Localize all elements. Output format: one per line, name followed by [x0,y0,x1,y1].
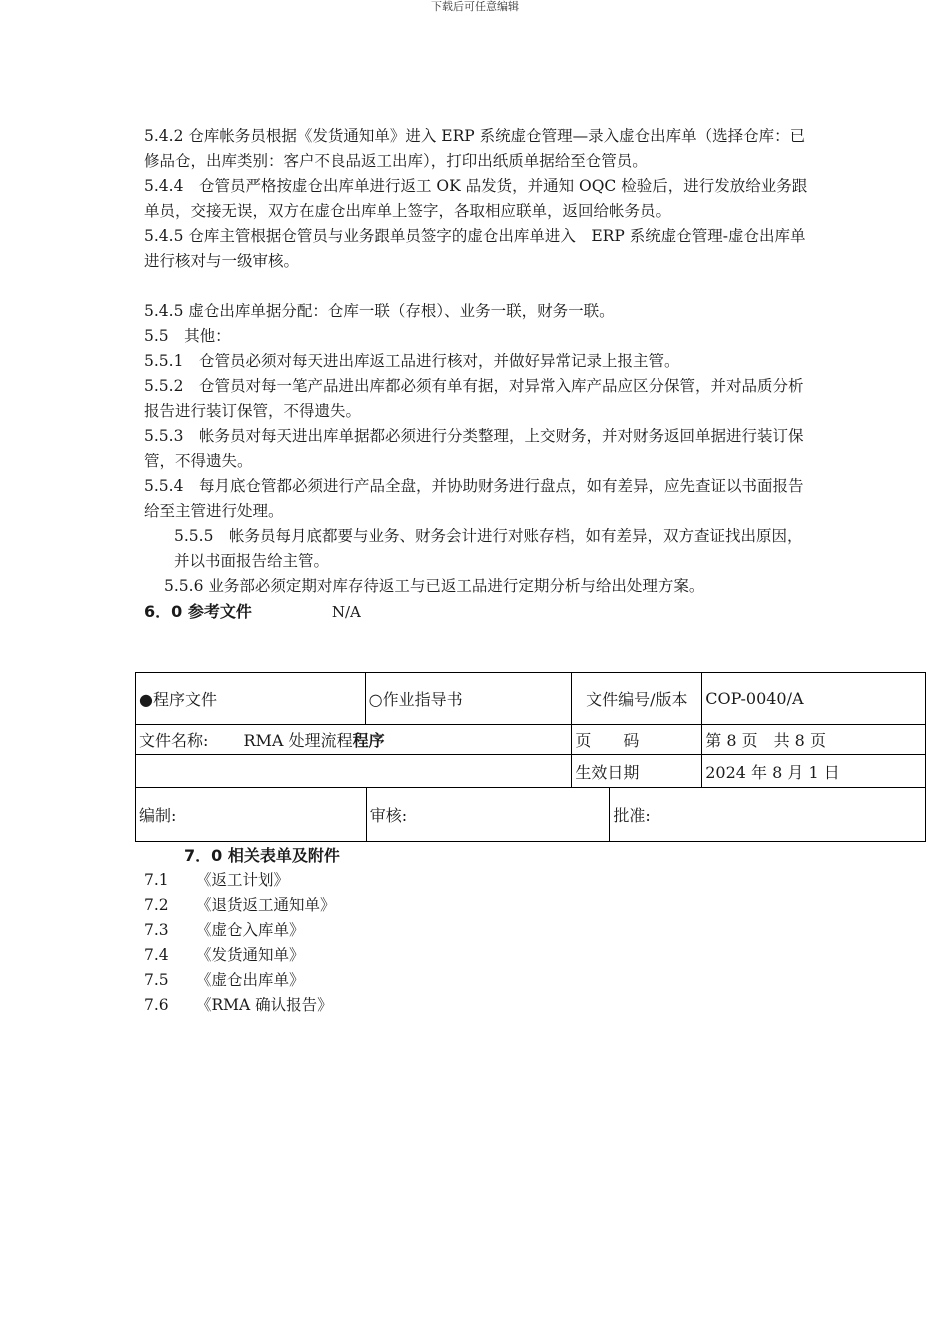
procedure-doc-cell: ●程序文件 [136,673,366,725]
file-name-label: 文件名称: [139,731,209,750]
paragraph-5-5-4: 5.5.4 每月底仓管都必须进行产品全盘，并协助财务进行盘点，如有差异，应先查证以书面报告给至主管进行处理。 [144,477,804,520]
prepared-by-cell: 编制: [136,787,367,842]
page-value: 第 8 页 共 8 页 [702,725,926,755]
section-7-title: 7．0 相关表单及附件 [184,846,340,865]
item-name: 《虚仓出库单》 [196,971,305,989]
paragraph-5-5-5: 5.5.5 帐务员每月底都要与业务、财务会计进行对账存档，如有差异，双方查证找出原因，并以书面报告给主管。 [174,527,803,570]
item-name: 《RMA 确认报告》 [196,996,333,1014]
list-item [144,943,744,968]
approved-by-cell: 批准: [610,787,926,842]
paragraph-5-4-5-distribution: 5.4.5 虚仓出库单据分配：仓库一联（存根）、业务一联，财务一联。 [144,302,615,320]
list-item [144,893,744,918]
effective-date-label: 生效日期 [572,755,702,788]
item-name: 《发货通知单》 [196,946,305,964]
related-forms-section [144,843,744,1018]
page-label: 页 码 [572,725,702,755]
section-6-title: 6．0 参考文件 [144,602,252,621]
file-name-value-bold: 程序 [352,731,385,750]
paragraph-5-5: 5.5 其他： [144,327,231,345]
item-number: 7.2 [144,896,169,914]
item-name: 《退货返工通知单》 [196,896,336,914]
doc-number-value: COP-0040/A [702,673,926,725]
doc-number-label: 文件编号/版本 [572,673,702,725]
paragraph-5-4-5-review: 5.4.5 仓库主管根据仓管员与业务跟单员签字的虚仓出库单进入 ERP 系统虚仓管理-虚仓出库单进行核对与一级审核。 [144,227,806,270]
item-number: 7.3 [144,921,169,939]
file-name-value: RMA 处理流程 [243,731,353,750]
item-name: 《虚仓入库单》 [196,921,305,939]
spacer [144,274,814,299]
page-header-note: 下载后可任意编辑 [431,0,519,13]
reviewed-by-cell: 审核: [366,787,610,842]
paragraph-5-4-4: 5.4.4 仓管员严格按虚仓出库单进行返工 OK 品发货，并通知 OQC 检验后，进行发放给业务跟单员，交接无误，双方在虚仓出库单上签字，各取相应联单，返回给帐务员。 [144,177,808,220]
paragraph-5-5-1: 5.5.1 仓管员必须对每天进出库返工品进行核对，并做好异常记录上报主管。 [144,352,680,370]
item-number: 7.6 [144,996,169,1014]
section-6-value: N/A [331,603,361,621]
item-name: 《返工计划》 [196,871,290,889]
paragraph-5-4-2: 5.4.2 仓库帐务员根据《发货通知单》进入 ERP 系统虚仓管理—录入虚仓出库单（选择仓库：已修品仓，出库类别：客户不良品返工出库），打印出纸质单据给至仓管员。 [144,127,806,170]
paragraph-5-5-3: 5.5.3 帐务员对每天进出库单据都必须进行分类整理，上交财务，并对财务返回单据进行装订保管，不得遗失。 [144,427,804,470]
section-6-heading [144,599,814,625]
document-info-table [135,672,926,788]
list-item [144,918,744,943]
procedure-body [144,124,814,625]
paragraph-5-5-6: 5.5.6 业务部必须定期对库存待返工与已返工品进行定期分析与给出处理方案。 [164,577,705,595]
list-item [144,968,744,993]
paragraph-5-5-2: 5.5.2 仓管员对每一笔产品进出库都必须有单有据，对异常入库产品应区分保管，并对品质分析报告进行装订保管，不得遗失。 [144,377,804,420]
list-item [144,993,744,1018]
list-item [144,868,744,893]
file-name-cell [136,725,572,755]
empty-cell [136,755,572,788]
effective-date-value: 2024 年 8 月 1 日 [702,755,926,788]
item-number: 7.5 [144,971,169,989]
item-number: 7.1 [144,871,169,889]
work-instruction-cell: ○作业指导书 [365,673,572,725]
item-number: 7.4 [144,946,169,964]
approval-table [135,787,926,842]
